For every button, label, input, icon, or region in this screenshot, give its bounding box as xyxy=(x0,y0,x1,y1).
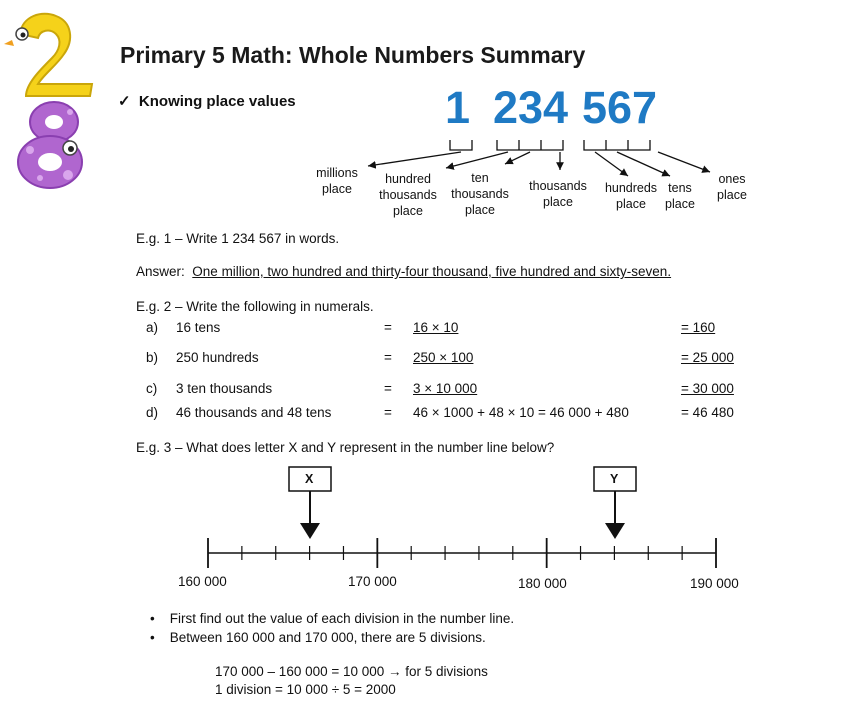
eg2-row-b-item: 250 hundreds xyxy=(176,350,259,365)
eg2-row-a-expr: 16 × 10 xyxy=(413,320,459,335)
eg2-row-b-expr: 250 × 100 xyxy=(413,350,474,365)
work-line-1: 170 000 – 160 000 = 10 000 → for 5 divisions xyxy=(215,664,488,679)
bullet-1: • First find out the value of each division in the number line. xyxy=(150,611,515,626)
tick-label-190000: 190 000 xyxy=(690,576,739,591)
eg1-answer-text: One million, two hundred and thirty-four thousand, five hundred and sixty-seven. xyxy=(192,264,672,279)
eg2-question: E.g. 2 – Write the following in numerals. xyxy=(136,299,374,314)
big-number-millions: 1 xyxy=(445,82,471,133)
eg2-row-c-expr: 3 × 10 000 xyxy=(413,381,478,396)
eg2-row-a-item: 16 tens xyxy=(176,320,221,335)
eg1-question: E.g. 1 – Write 1 234 567 in words. xyxy=(136,231,340,246)
eg2-row-a-eq: = xyxy=(384,320,392,335)
eg2-row-b-label: b) xyxy=(146,350,159,365)
tick-label-160000: 160 000 xyxy=(178,574,227,589)
tick-label-180000: 180 000 xyxy=(518,576,567,591)
eg2-row-c-result: = 30 000 xyxy=(681,381,734,396)
tick-label-170000: 170 000 xyxy=(348,574,397,589)
page-title: Primary 5 Math: Whole Numbers Summary xyxy=(120,42,586,68)
eg2-row-b-result: = 25 000 xyxy=(681,350,734,365)
big-number-thousands: 234 xyxy=(493,82,569,133)
eg3-question: E.g. 3 – What does letter X and Y represent in the number line below? xyxy=(136,440,555,455)
work-line-2: 1 division = 10 000 ÷ 5 = 2000 xyxy=(215,682,396,697)
label-hundreds: hundreds place xyxy=(604,181,658,211)
eg2-row-d-result: = 46 480 xyxy=(681,405,734,420)
eg2-row-d-item: 46 thousands and 48 tens xyxy=(176,405,332,420)
eg2-row-a-label: a) xyxy=(146,320,159,335)
eg2-row-a-result: = 160 xyxy=(681,320,716,335)
eg1-answer-label: Answer: xyxy=(136,264,185,279)
section-heading-text: Knowing place values xyxy=(138,93,296,110)
label-millions: millions place xyxy=(316,166,358,196)
x-box-label: X xyxy=(305,472,314,486)
big-number-ones: 567 xyxy=(582,82,658,133)
eg2-row-b-eq: = xyxy=(384,350,392,365)
bullet-1-text: First find out the value of each division in the number line. xyxy=(169,611,515,626)
label-ones: ones place xyxy=(717,172,747,202)
eg2-row-d-expr: 46 × 1000 + 48 × 10 = 46 000 + 480 xyxy=(413,405,629,420)
bullet-2: • Between 160 000 and 170 000, there are 5 divisions. xyxy=(150,630,486,645)
bullet-2-text: Between 160 000 and 170 000, there are 5 divisions. xyxy=(169,630,486,645)
check-mark-icon: ✓ xyxy=(118,93,131,110)
y-box-label: Y xyxy=(610,472,619,486)
eg2-row-d-eq: = xyxy=(384,405,392,420)
eg2-row-c-label: c) xyxy=(146,381,158,396)
eg2-row-d-label: d) xyxy=(146,405,159,420)
eg2-row-c-eq: = xyxy=(384,381,392,396)
label-tens: tens place xyxy=(665,181,695,211)
label-hundred-thousands: hundred thousands place xyxy=(379,172,437,218)
eg2-row-c-item: 3 ten thousands xyxy=(176,381,273,396)
label-ten-thousands: ten thousands place xyxy=(451,171,509,217)
label-thousands: thousands place xyxy=(529,179,587,209)
